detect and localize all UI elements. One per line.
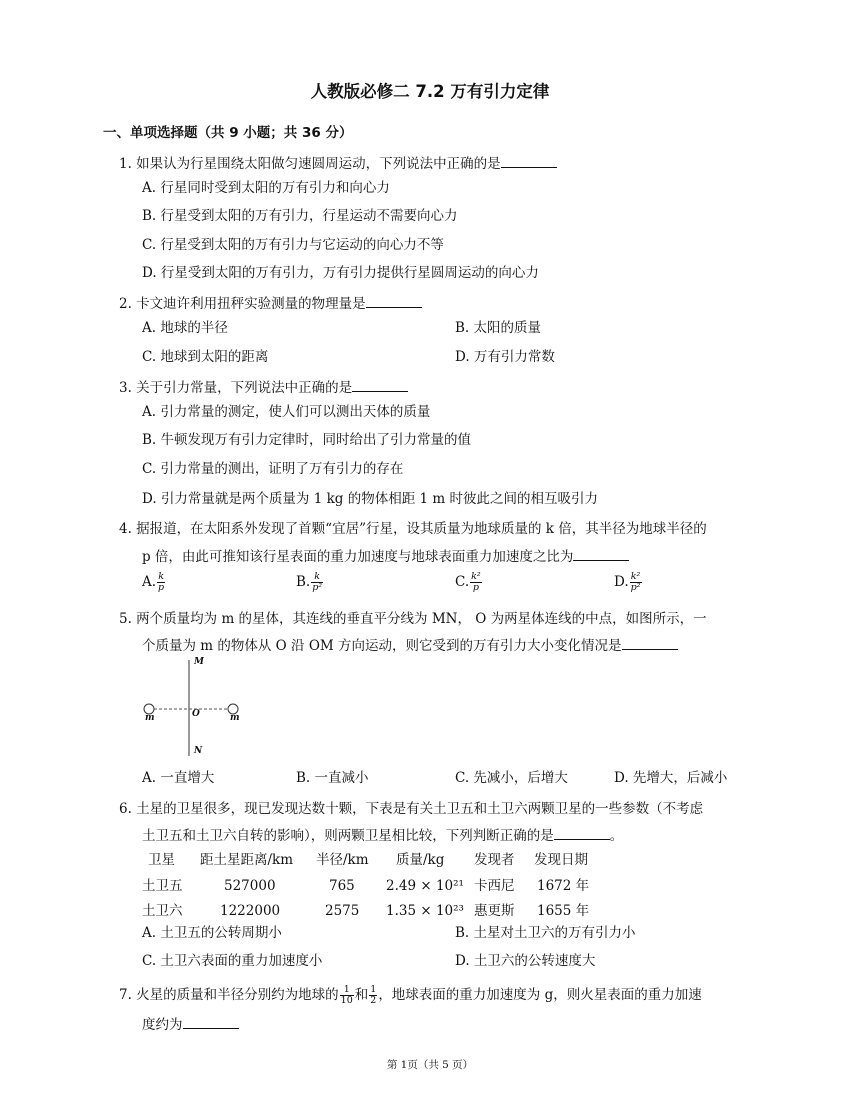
fraction-denominator: p² bbox=[312, 581, 323, 593]
page-title: 人教版必修二 7.2 万有引力定律 bbox=[310, 82, 550, 101]
question-2-option-b: B. 太阳的质量 bbox=[455, 320, 542, 336]
question-5-option-d: D. 先增大，后减小 bbox=[614, 770, 728, 786]
fraction-numerator: 1 bbox=[370, 984, 377, 995]
question-2-stem bbox=[119, 296, 422, 312]
section-heading: 一、单项选择题（共 9 小题；共 36 分） bbox=[103, 125, 353, 141]
answer-blank bbox=[554, 828, 610, 840]
table-cell: 惠更斯 bbox=[474, 903, 515, 919]
fraction-denominator: p² bbox=[630, 581, 641, 593]
table-cell: 土卫六 bbox=[142, 903, 183, 919]
question-2-option-c: C. 地球到太阳的距离 bbox=[142, 349, 269, 365]
label-right-mass: m bbox=[230, 713, 240, 723]
fraction bbox=[340, 985, 354, 1006]
fraction bbox=[470, 572, 482, 593]
question-4-stem-line2 bbox=[142, 549, 629, 565]
question-6-option-b: B. 土星对土卫六的万有引力小 bbox=[455, 925, 636, 941]
label-left-mass: m bbox=[145, 713, 155, 723]
question-1-text: 1. 如果认为行星围绕太阳做匀速圆周运动，下列说法中正确的是 bbox=[119, 156, 501, 172]
question-3-option-c: C. 引力常量的测出，证明了万有引力的存在 bbox=[142, 461, 404, 477]
table-cell: 765 bbox=[329, 878, 355, 894]
label-n-point: N bbox=[194, 746, 203, 756]
fraction-denominator: 10 bbox=[340, 994, 353, 1006]
fraction-numerator: k bbox=[158, 571, 164, 582]
fraction-numerator: k² bbox=[630, 571, 641, 582]
question-6-option-a: A. 土卫五的公转周期小 bbox=[142, 925, 282, 941]
question-3-option-b: B. 牛顿发现万有引力定律时，同时给出了引力常量的值 bbox=[142, 432, 472, 448]
question-7-stem-line1 bbox=[119, 985, 702, 1006]
page-footer: 第 1页（共 5 页） bbox=[386, 1059, 474, 1071]
question-3-option-a: A. 引力常量的测定，使人们可以测出天体的质量 bbox=[142, 404, 431, 420]
fraction bbox=[311, 572, 323, 593]
answer-blank bbox=[501, 156, 557, 168]
question-1-option-d: D. 行星受到太阳的万有引力，万有引力提供行星圆周运动的向心力 bbox=[142, 265, 539, 281]
table-header-cell: 距土星距离/km bbox=[200, 852, 294, 868]
two-star-diagram bbox=[138, 656, 248, 760]
option-label: B. bbox=[296, 573, 311, 590]
question-1-option-a: A. 行星同时受到太阳的万有引力和向心力 bbox=[142, 180, 390, 196]
fraction-denominator: p bbox=[158, 581, 165, 593]
question-4-option-a bbox=[142, 572, 166, 593]
fraction-denominator: 2 bbox=[370, 994, 377, 1006]
table-cell: 2.49 × 10²¹ bbox=[386, 878, 464, 894]
answer-blank bbox=[573, 549, 629, 561]
conjunction-text: 和 bbox=[354, 986, 369, 1003]
question-5-stem-line1: 5. 两个质量均为 m 的星体，其连线的垂直平分线为 MN， O 为两星体连线的中点，如图所示，一 bbox=[119, 611, 707, 627]
label-m-point: M bbox=[194, 657, 204, 667]
question-5-stem-line2 bbox=[142, 638, 678, 654]
sentence-end: 。 bbox=[609, 828, 624, 844]
table-cell: 1.35 × 10²³ bbox=[386, 903, 464, 919]
question-7-text: 7. 火星的质量和半径分别约为地球的 bbox=[119, 986, 339, 1003]
table-cell: 1222000 bbox=[220, 903, 281, 919]
fraction-numerator: k² bbox=[471, 571, 481, 582]
question-2-option-d: D. 万有引力常数 bbox=[455, 349, 555, 365]
table-cell: 1672 年 bbox=[537, 878, 590, 894]
fraction-numerator: k bbox=[311, 572, 323, 583]
question-1-stem bbox=[119, 156, 557, 172]
question-4-option-d bbox=[614, 572, 643, 593]
question-7-text-continued: ，地球表面的重力加速度为 g，则火星表面的重力加速 bbox=[378, 986, 702, 1003]
question-7-text: 度约为 bbox=[142, 1017, 183, 1033]
option-label: C. bbox=[455, 573, 470, 590]
question-4-option-c bbox=[455, 572, 483, 593]
question-5-option-b: B. 一直减小 bbox=[296, 770, 369, 786]
table-header-cell: 半径/km bbox=[316, 852, 369, 868]
table-header-cell: 卫星 bbox=[148, 852, 175, 868]
fraction bbox=[157, 572, 165, 593]
table-cell: 卡西尼 bbox=[474, 878, 515, 894]
answer-blank bbox=[622, 638, 678, 650]
table-header-cell: 发现者 bbox=[474, 852, 515, 868]
answer-blank bbox=[366, 296, 422, 308]
question-7-stem-line2 bbox=[142, 1017, 239, 1033]
question-1-option-b: B. 行星受到太阳的万有引力，行星运动不需要向心力 bbox=[142, 208, 458, 224]
fraction-numerator: 1 bbox=[340, 985, 354, 996]
table-cell: 1655 年 bbox=[537, 903, 590, 919]
question-2-option-a: A. 地球的半径 bbox=[142, 320, 228, 336]
question-4-text: p 倍，由此可推知该行星表面的重力加速度与地球表面重力加速度之比为 bbox=[142, 549, 574, 565]
question-2-text: 2. 卡文迪许利用扭秤实验测量的物理量是 bbox=[119, 296, 366, 312]
answer-blank bbox=[352, 380, 408, 392]
question-1-option-c: C. 行星受到太阳的万有引力与它运动的向心力不等 bbox=[142, 237, 444, 253]
question-5-option-a: A. 一直增大 bbox=[142, 770, 215, 786]
option-label: D. bbox=[614, 573, 629, 590]
question-5-option-c: C. 先减小，后增大 bbox=[455, 770, 568, 786]
question-5-text: 个质量为 m 的物体从 O 沿 OM 方向运动，则它受到的万有引力大小变化情况是 bbox=[142, 638, 622, 654]
label-o-point: O bbox=[192, 709, 200, 719]
question-6-option-c: C. 土卫六表面的重力加速度小 bbox=[142, 953, 323, 969]
question-4-option-b bbox=[296, 572, 324, 593]
question-6-stem-line1: 6. 土星的卫星很多，现已发现达数十颗，下表是有关土卫五和土卫六两颗卫星的一些参数（不考虑 bbox=[119, 801, 704, 817]
question-3-text: 3. 关于引力常量，下列说法中正确的是 bbox=[119, 380, 353, 396]
fraction bbox=[630, 572, 642, 593]
option-label: A. bbox=[142, 573, 157, 590]
answer-blank bbox=[183, 1017, 239, 1029]
question-6-text: 土卫五和土卫六自转的影响），则两颗卫星相比较，下列判断正确的是 bbox=[142, 828, 554, 844]
question-3-option-d: D. 引力常量就是两个质量为 1 kg 的物体相距 1 m 时彼此之间的相互吸引力 bbox=[142, 491, 598, 507]
question-3-stem bbox=[119, 380, 408, 396]
question-4-stem-line1: 4. 据报道，在太阳系外发现了首颗“宜居”行星，设其质量为地球质量的 k 倍，其半径为地球半径的 bbox=[119, 521, 707, 537]
table-header-cell: 质量/kg bbox=[396, 852, 445, 868]
question-6-stem-line2 bbox=[142, 828, 623, 844]
fraction bbox=[369, 985, 377, 1006]
fraction-denominator: p bbox=[472, 581, 479, 593]
table-cell: 2575 bbox=[325, 903, 360, 919]
table-header-cell: 发现日期 bbox=[534, 852, 588, 868]
table-cell: 527000 bbox=[224, 878, 276, 894]
question-6-option-d: D. 土卫六的公转速度大 bbox=[455, 953, 596, 969]
table-cell: 土卫五 bbox=[142, 878, 183, 894]
